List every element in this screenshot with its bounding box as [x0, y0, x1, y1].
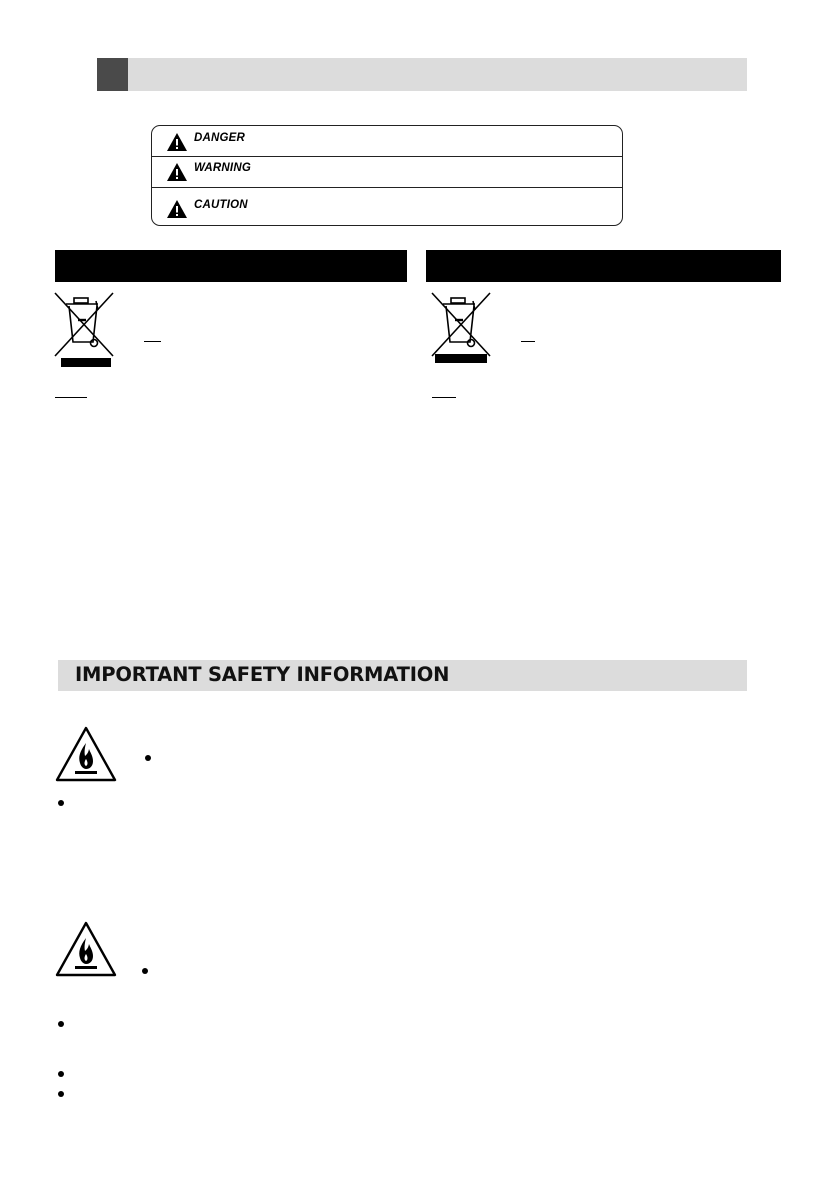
underline-mark [144, 341, 161, 342]
bullet-dot-icon [58, 800, 64, 806]
signal-word-caution: CAUTION [194, 199, 248, 211]
bullet-dot-icon [58, 1021, 64, 1027]
warning-triangle-icon [166, 199, 188, 219]
flammable-material-icon [54, 920, 118, 978]
section-title: IMPORTANT SAFETY INFORMATION [75, 663, 450, 686]
left-column-header [55, 250, 407, 282]
underline-mark [55, 397, 87, 398]
crossed-out-wheelie-bin-icon [429, 290, 493, 370]
underline-mark [432, 397, 456, 398]
underline-mark [521, 341, 535, 342]
section-header-bar [97, 58, 747, 91]
signal-word-warning: WARNING [194, 162, 251, 174]
signal-row-caution [152, 193, 622, 225]
bullet-dot-icon [58, 1091, 64, 1097]
bullet-dot-icon [142, 968, 148, 974]
crossed-out-wheelie-bin-icon [52, 290, 116, 370]
signal-word-box [151, 125, 623, 226]
section-header-marker [97, 58, 128, 91]
safety-section-header [58, 660, 747, 691]
bullet-dot-icon [145, 755, 151, 761]
signal-word-danger: DANGER [194, 132, 246, 144]
warning-triangle-icon [166, 132, 188, 152]
signal-row-warning [152, 156, 622, 188]
bullet-dot-icon [58, 1071, 64, 1077]
warning-triangle-icon [166, 162, 188, 182]
signal-divider [152, 187, 622, 188]
flammable-material-icon [54, 725, 118, 783]
signal-row-danger [152, 126, 622, 158]
right-column-header [426, 250, 781, 282]
